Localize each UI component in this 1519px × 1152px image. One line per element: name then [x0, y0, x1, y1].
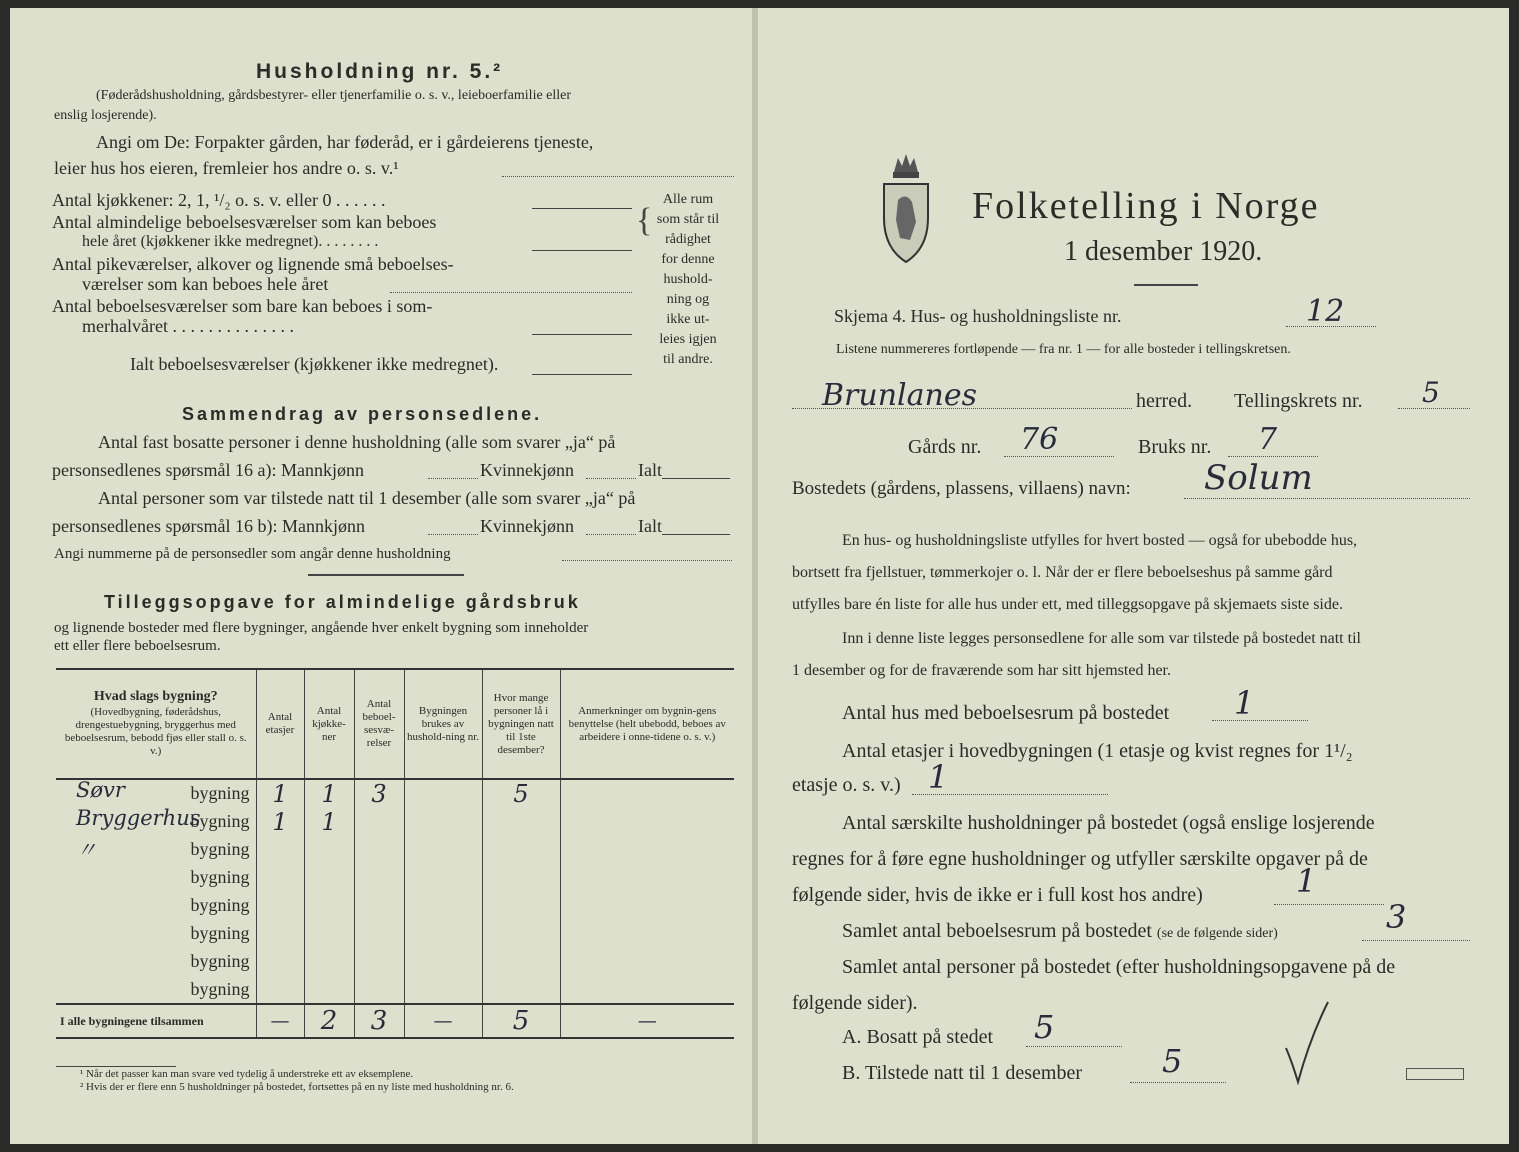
q-floors-a: Antal etasjer i hovedbygningen (1 etasje og kvist regnes for 1¹/₂	[842, 740, 1353, 762]
kitchens-cell	[304, 920, 354, 948]
col-household: Bygningen brukes av hushold-ning nr.	[404, 669, 482, 779]
rooms-ordinary-line	[532, 250, 632, 251]
supplement-line-1: og lignende bosteder med flere bygninger, angående hver enkelt bygning som inneholder	[54, 620, 589, 636]
household-heading: Husholdning nr. 5.²	[256, 60, 504, 83]
rooms-cell	[354, 948, 404, 976]
persons-cell	[482, 976, 560, 1004]
q-households-value: 1	[1296, 862, 1317, 900]
household-cell	[404, 836, 482, 864]
summary-numbers: Angi nummerne på de personsedler som angår denne husholdning	[54, 546, 451, 562]
holding-number-label: Bruks nr.	[1138, 436, 1212, 458]
rooms-ordinary-b: hele året (kjøkkener ikke medregnet). . . . . . . .	[82, 233, 379, 250]
household-cell	[404, 808, 482, 836]
building-table	[56, 668, 734, 1039]
remarks-cell	[560, 892, 734, 920]
col-kitchens: Antal kjøkke-ner	[304, 669, 354, 779]
rooms-small-b: værelser som kan beboes hele året	[82, 274, 329, 294]
holding-number-value: 7	[1258, 422, 1278, 457]
rooms-cell	[354, 892, 404, 920]
q-floors-value: 1	[928, 758, 949, 796]
q-floors-b: etasje o. s. v.)	[792, 774, 901, 796]
q-houses-value: 1	[1234, 684, 1255, 722]
household-cell	[404, 892, 482, 920]
kitchens-cell: 1	[304, 779, 354, 808]
persons-cell	[482, 892, 560, 920]
printer-stamp	[1406, 1068, 1464, 1080]
summary-total-2: Ialt	[638, 516, 662, 536]
rooms-cell	[354, 920, 404, 948]
kitchens-cell	[304, 836, 354, 864]
floors-cell	[256, 948, 304, 976]
census-district-label: Tellingskrets nr.	[1234, 390, 1363, 412]
kitchens-cell: 1	[304, 808, 354, 836]
building-label: bygning	[190, 867, 250, 887]
floors-cell	[256, 836, 304, 864]
remarks-cell	[560, 779, 734, 808]
q-resident: A. Bosatt på stedet	[842, 1026, 994, 1048]
col-remarks: Anmerkninger om bygnin-gens benyttelse (helt ubebodd, beboes av arbeidere i onne-tidene o. s. v.)	[560, 669, 734, 779]
household-cell	[404, 779, 482, 808]
q-present-value: 5	[1162, 1042, 1183, 1080]
rooms-cell: 3	[354, 779, 404, 808]
rooms-small-a: Antal pikeværelser, alkover og lignende små beboelses-	[52, 254, 454, 274]
floors-cell	[256, 892, 304, 920]
persons-cell	[482, 920, 560, 948]
check-mark-icon	[1278, 998, 1338, 1088]
rooms-small-line	[390, 292, 632, 293]
col-floors: Antal etasjer	[256, 669, 304, 779]
rooms-summer-line	[532, 334, 632, 335]
summary-line-1b: personsedlenes spørsmål 16 a): Mannkjønn	[52, 460, 364, 480]
residence-name-value: Solum	[1204, 458, 1313, 498]
brace-symbol: {	[636, 202, 653, 239]
kitchens-cell	[304, 948, 354, 976]
household-cell	[404, 920, 482, 948]
rooms-cell	[354, 808, 404, 836]
separator	[308, 574, 464, 576]
col-persons: Hvor mange personer lå i bygningen natt til 1ste desember?	[482, 669, 560, 779]
rooms-ordinary-a: Antal almindelige beboelsesværelser som kan beboes	[52, 212, 437, 232]
kitchens-cell	[304, 976, 354, 1004]
summary-line-1a: Antal fast bosatte personer i denne husholdning (alle som svarer „ja“ på	[98, 432, 616, 452]
building-name-cell	[56, 976, 256, 1004]
intro-line-2: enslig losjerende).	[54, 108, 157, 123]
ask-line-2: leier hus hos eieren, fremleier hos andre o. s. v.¹	[54, 158, 399, 178]
summary-line-2b: personsedlenes spørsmål 16 b): Mannkjønn	[52, 516, 365, 536]
q-persons-b: følgende sider).	[792, 992, 918, 1014]
persons-cell	[482, 808, 560, 836]
remarks-cell	[560, 976, 734, 1004]
building-name-value: 〃	[76, 838, 97, 862]
building-name-cell	[56, 892, 256, 920]
col-building-type: Hvad slags bygning? (Hovedbygning, føderådshus, drengestuebygning, bryggerhus med beboelsesrum, bebodd fjøs eller stall o. s. v.)	[56, 669, 256, 779]
floors-cell	[256, 920, 304, 948]
household-cell	[404, 976, 482, 1004]
building-label: bygning	[190, 783, 250, 803]
col-rooms: Antal beboel-sesvæ-relser	[354, 669, 404, 779]
persons-cell	[482, 864, 560, 892]
numbering-note: Listene nummereres fortløpende — fra nr. 1 — for alle bosteder i tellingskretsen.	[836, 342, 1291, 357]
farm-number-label: Gårds nr.	[908, 436, 982, 458]
rooms-cell	[354, 864, 404, 892]
left-page	[10, 8, 752, 1144]
rooms-total: Ialt beboelsesværelser (kjøkkener ikke medregnet).	[130, 354, 499, 374]
building-label: bygning	[190, 839, 250, 859]
floors-cell	[256, 864, 304, 892]
farm-number-value: 76	[1020, 422, 1059, 457]
instructions-5: 1 desember og for de fraværende som har sitt hjemsted her.	[792, 662, 1171, 679]
remarks-cell	[560, 920, 734, 948]
table-row	[56, 864, 734, 892]
persons-cell: 5	[482, 779, 560, 808]
footnote-2: ² Hvis der er flere enn 5 husholdninger på bostedet, fortsettes på en ny liste med husholdning nr. 6.	[80, 1081, 514, 1093]
q-households-c: følgende sider, hvis de ikke er i full kost hos andre)	[792, 884, 1203, 906]
table-row-total: I alle bygningene tilsammen — 2 3 — 5 —	[56, 1004, 734, 1038]
footnote-1: ¹ Når det passer kan man svare ved tydelig å understreke ett av eksemplene.	[80, 1068, 414, 1080]
form-title: Folketelling i Norge	[972, 185, 1320, 227]
floors-cell: 1	[256, 808, 304, 836]
schema-number: 12	[1306, 294, 1345, 329]
summary-female-2: Kvinnekjønn	[480, 516, 574, 536]
remarks-cell	[560, 948, 734, 976]
supplement-line-2: ett eller flere beboelsesrum.	[54, 638, 221, 654]
q-present: B. Tilstede natt til 1 desember	[842, 1062, 1082, 1084]
rooms-summer-b: merhalvåret . . . . . . . . . . . . . .	[82, 316, 294, 336]
ask-answer-line	[502, 176, 734, 177]
summary-line-2a: Antal personer som var tilstede natt til 1 desember (alle som svarer „ja“ på	[98, 488, 636, 508]
census-district-value: 5	[1422, 376, 1440, 409]
municipality-value: Brunlanes	[822, 378, 977, 413]
summary-heading: Sammendrag av personsedlene.	[182, 404, 543, 424]
instructions-1: En hus- og husholdningsliste utfylles for hvert bosted — også for ubebodde hus,	[842, 532, 1358, 549]
floors-cell: 1	[256, 779, 304, 808]
remarks-cell	[560, 836, 734, 864]
rooms-kitchens: Antal kjøkkener: 2, 1, ¹/₂ o. s. v. eller 0 . . . . . .	[52, 190, 386, 210]
schema-line: Skjema 4. Hus- og husholdningsliste nr.	[834, 306, 1122, 326]
table-row	[56, 779, 734, 808]
persons-cell	[482, 836, 560, 864]
rooms-cell	[354, 976, 404, 1004]
table-row	[56, 948, 734, 976]
building-name-cell	[56, 836, 256, 864]
household-cell	[404, 864, 482, 892]
kitchens-cell	[304, 892, 354, 920]
q-resident-value: 5	[1034, 1008, 1055, 1046]
building-label: bygning	[190, 978, 250, 999]
summary-female-1: Kvinnekjønn	[480, 460, 574, 480]
rooms-side-note: Alle rum som står til rådighet for denne hushold- ning og ikke ut- leies igjen til andre.	[656, 192, 720, 367]
kitchens-cell	[304, 864, 354, 892]
building-name-cell	[56, 808, 256, 836]
persons-cell	[482, 948, 560, 976]
building-label: bygning	[190, 923, 250, 943]
table-row	[56, 892, 734, 920]
summary-total-1: Ialt	[638, 460, 662, 480]
floors-cell	[256, 976, 304, 1004]
building-name-cell	[56, 864, 256, 892]
rooms-summer-a: Antal beboelsesværelser som bare kan beboes i som-	[52, 296, 433, 316]
household-cell	[404, 948, 482, 976]
rooms-total-line	[532, 374, 632, 375]
instructions-2: bortsett fra fjellstuer, tømmerkojer o. l. Når der er flere beboelseshus på samme gård	[792, 564, 1333, 581]
intro-line-1: (Føderådshusholdning, gårdsbestyrer- eller tjenerfamilie o. s. v., leieboerfamilie eller	[96, 88, 572, 103]
municipality-label: herred.	[1136, 390, 1193, 412]
rooms-cell	[354, 836, 404, 864]
building-name-value: Bryggerhus	[76, 806, 201, 830]
form-date: 1 desember 1920.	[1064, 236, 1263, 267]
building-name-cell	[56, 948, 256, 976]
building-label: bygning	[190, 951, 250, 971]
q-persons-a: Samlet antal personer på bostedet (efter husholdningsopgavene på de	[842, 956, 1396, 978]
remarks-cell	[560, 864, 734, 892]
remarks-cell	[560, 808, 734, 836]
norway-coat-of-arms-icon	[880, 150, 932, 268]
q-rooms: Samlet antal beboelsesrum på bostedet (se de følgende sider)	[842, 920, 1278, 942]
building-name-cell	[56, 920, 256, 948]
table-row	[56, 976, 734, 1004]
table-row	[56, 836, 734, 864]
instructions-3: utfylles bare én liste for alle hus under ett, med tilleggsopgave på skjemaets siste side.	[792, 596, 1343, 613]
rooms-kitchens-line	[532, 208, 632, 209]
residence-name-label: Bostedets (gårdens, plassens, villaens) navn:	[792, 478, 1131, 499]
building-name-value: Søvr	[76, 778, 125, 802]
q-rooms-value: 3	[1386, 898, 1407, 936]
building-label: bygning	[190, 895, 250, 915]
q-houses: Antal hus med beboelsesrum på bostedet	[842, 702, 1170, 724]
right-page	[758, 8, 1509, 1144]
q-rooms-note: (se de følgende sider)	[1156, 926, 1278, 941]
table-row	[56, 808, 734, 836]
instructions-4: Inn i denne liste legges personsedlene for alle som var tilstede på bostedet natt til	[842, 630, 1361, 647]
q-households-a: Antal særskilte husholdninger på bostedet (også enslige losjerende	[842, 812, 1375, 834]
building-name-cell	[56, 779, 256, 808]
ask-line-1: Angi om De: Forpakter gården, har føderåd, er i gårdeierens tjeneste,	[96, 132, 594, 152]
building-label: bygning	[190, 811, 250, 831]
q-households-b: regnes for å føre egne husholdninger og utfyller særskilte opgaver på de	[792, 848, 1368, 870]
supplement-heading: Tilleggsopgave for almindelige gårdsbruk	[104, 592, 581, 612]
building-table-header	[56, 669, 734, 779]
table-row	[56, 920, 734, 948]
